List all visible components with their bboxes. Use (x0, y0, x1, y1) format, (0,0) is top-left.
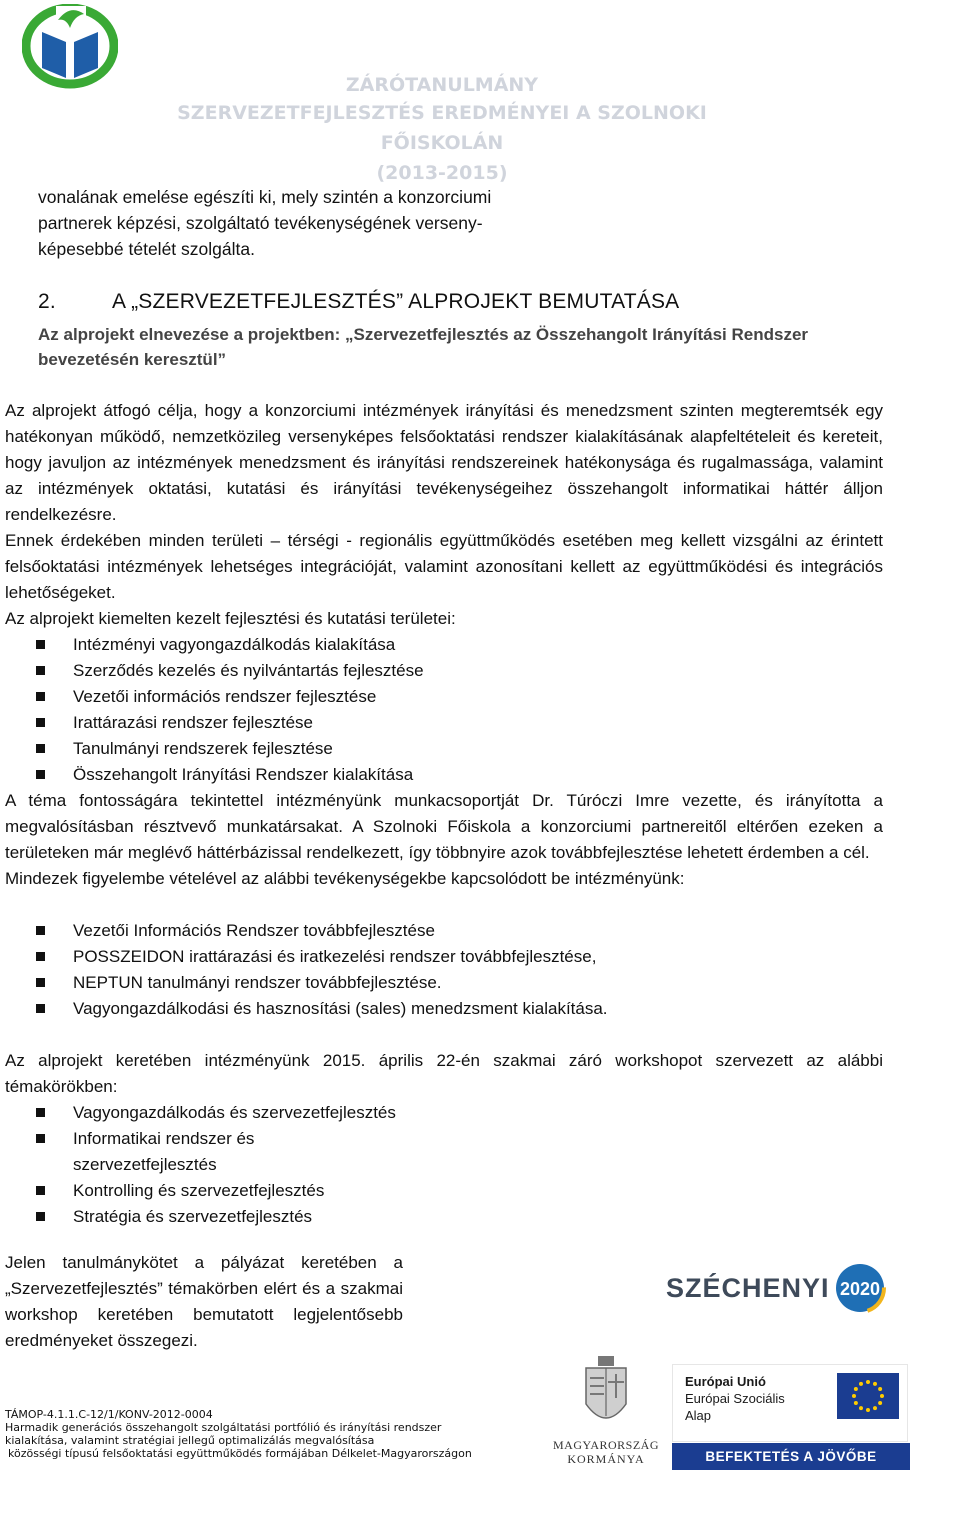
eu-star-icon (880, 1394, 884, 1398)
eu-star-icon (859, 1406, 863, 1410)
body-block-4 (5, 1250, 403, 1354)
body-block-3 (5, 1048, 883, 1100)
list-item-continuation: szervezetfejlesztés (73, 1155, 217, 1174)
government-name-line1: MAGYARORSZÁG (552, 1438, 659, 1452)
list-item: Irattárazási rendszer fejlesztése (36, 710, 424, 736)
eu-logo-box (672, 1364, 908, 1442)
list-item: Szerződés kezelés és nyilvántartás fejlesztése (36, 658, 424, 684)
institution-logo (22, 4, 118, 90)
intro-line: partnerek képzési, szolgáltató tevékenységének verseny- (38, 213, 483, 233)
paragraph-goal: Az alprojekt átfogó célja, hogy a konzorciumi intézmények irányítási és menedzsment szinten megteremtsék egy hatékonyan működő, nemzetközileg versenyképes felsőoktatási rendszer kialakításának alapfeltételeit és kereteit, hogy javuljon az intézmények menedzsment és irányítási rendszereinek hatékonysága és rugalmassága, valamint az intézmények oktatási, kutatási és irányítási tevékenységeihez összehangolt informatikai háttér álljon rendelkezésre. (5, 401, 883, 524)
eu-star-icon (854, 1387, 858, 1391)
footer-line: kialakítása, valamint stratégiai jellegű optimalizálás megvalósítása (5, 1434, 375, 1447)
eu-name: Európai Unió (685, 1374, 766, 1389)
paragraph-integration: Ennek érdekében minden területi – térségi - regionális együttműködés esetében meg kellett vizsgálni az érintett felsőoktatási intézmények lehetséges integrációját, valamint azonosítani kellett az együttműködési és integrációs lehetőségeket. (5, 531, 883, 602)
section-number: 2. (38, 290, 56, 313)
list-item: Tanulmányi rendszerek fejlesztése (36, 736, 424, 762)
footer-line: közösségi típusú felsőoktatási együttműködés formájában Délkelet-Magyarországon (8, 1447, 472, 1460)
eu-star-icon (878, 1387, 882, 1391)
body-block-2 (5, 788, 883, 892)
paragraph-activities-intro: Mindezek figyelembe vételével az alábbi tevékenységekbe kapcsolódott be intézményünk: (5, 869, 685, 888)
body-block-1 (5, 398, 883, 632)
eu-star-icon (866, 1408, 870, 1412)
coat-of-arms-icon (546, 1352, 666, 1436)
section-subtitle: Az alprojekt elnevezése a projektben: „Szervezetfejlesztés az Összehangolt Irányítási Rendszer bevezetésén keresztül” (38, 325, 809, 369)
project-footer (5, 1408, 472, 1460)
footer-project-code: TÁMOP-4.1.1.C-12/1/KONV-2012-0004 (5, 1408, 213, 1421)
eu-star-icon (873, 1406, 877, 1410)
list-item: Vezetői információs rendszer fejlesztése (36, 684, 424, 710)
szechenyi-logo-graphic (648, 1252, 906, 1352)
list-item: Kontrolling és szervezetfejlesztés (36, 1178, 396, 1204)
szechenyi-year: 2020 (839, 1279, 881, 1299)
paragraph-workshop: Az alprojekt keretében intézményünk 2015. április 22-én szakmai záró workshopot szervezett az alábbi témakörökben: (5, 1051, 883, 1096)
list-item: Vagyongazdálkodás és szervezetfejlesztés (36, 1100, 396, 1126)
list-item: Stratégia és szervezetfejlesztés (36, 1204, 396, 1230)
footer-line: Harmadik generációs összehangolt szolgáltatási portfólió és irányítási rendszer (5, 1421, 442, 1434)
document-header (142, 72, 742, 188)
section-title: A „SZERVEZETFEJLESZTÉS” ALPROJEKT BEMUTATÁSA (112, 290, 680, 313)
workshop-topics-list (36, 1100, 396, 1230)
government-name-line2: KORMÁNYA (567, 1452, 645, 1466)
eu-star-icon (866, 1380, 870, 1384)
eu-star-icon (852, 1394, 856, 1398)
header-title: ZÁRÓTANULMÁNY (345, 74, 539, 96)
activities-list (36, 918, 608, 1022)
eu-fund-line1: Európai Szociális (685, 1391, 785, 1406)
list-item: POSSZEIDON irattárazási és iratkezelési rendszer továbbfejlesztése, (36, 944, 608, 970)
eu-star-icon (878, 1401, 882, 1405)
list-item: Intézményi vagyongazdálkodás kialakítása (36, 632, 424, 658)
eu-star-icon (873, 1382, 877, 1386)
szechenyi-2020-logo (648, 1252, 906, 1352)
paragraph-workgroup: A téma fontosságára tekintettel intézményünk munkacsoportját Dr. Túróczi Imre vezette, és irányította a megvalósításban résztvevő munkatársakat. A Szolnoki Főiskola a konzorciumi partnereitől eltérően ezeken a területeken már meglévő háttérbázissal rendelkezett, így többnyire azok továbbfejlesztése lehetett érdemben a cél. (5, 791, 883, 862)
list-item: Informatikai rendszer és (36, 1126, 396, 1152)
list-item: NEPTUN tanulmányi rendszer továbbfejlesztése. (36, 970, 608, 996)
eu-label (685, 1373, 785, 1424)
szechenyi-text: SZÉCHENYI (666, 1273, 830, 1303)
areas-list (36, 632, 424, 788)
header-subtitle: SZERVEZETFEJLESZTÉS EREDMÉNYEI A SZOLNOKI FŐISKOLÁN (177, 102, 707, 154)
intro-line: képesebbé tételét szolgálta. (38, 239, 255, 259)
intro-paragraph (38, 184, 558, 262)
eu-star-icon (859, 1382, 863, 1386)
eu-slogan-banner: BEFEKTETÉS A JÖVŐBE (672, 1443, 910, 1470)
section-heading (38, 290, 679, 314)
list-item: Vagyongazdálkodási és hasznosítási (sales) menedzsment kialakítása. (36, 996, 608, 1022)
eu-fund-line2: Alap (685, 1408, 712, 1423)
header-years: (2013-2015) (376, 162, 508, 184)
hungarian-government-logo (546, 1352, 666, 1470)
eu-flag-icon (837, 1373, 899, 1419)
paragraph-areas-intro: Az alprojekt kiemelten kezelt fejlesztési és kutatási területei: (5, 609, 456, 628)
intro-line: vonalának emelése egészíti ki, mely szintén a konzorciumi (38, 187, 492, 207)
paragraph-summary: Jelen tanulmánykötet a pályázat keretében a „Szervezetfejlesztés” témakörben elért és a szakmai workshop keretében bemutatott legjelentősebb eredményeket összegezi. (5, 1253, 403, 1350)
eu-star-icon (854, 1401, 858, 1405)
list-item: Vezetői Információs Rendszer továbbfejlesztése (36, 918, 608, 944)
list-item: Összehangolt Irányítási Rendszer kialakítása (36, 762, 424, 788)
